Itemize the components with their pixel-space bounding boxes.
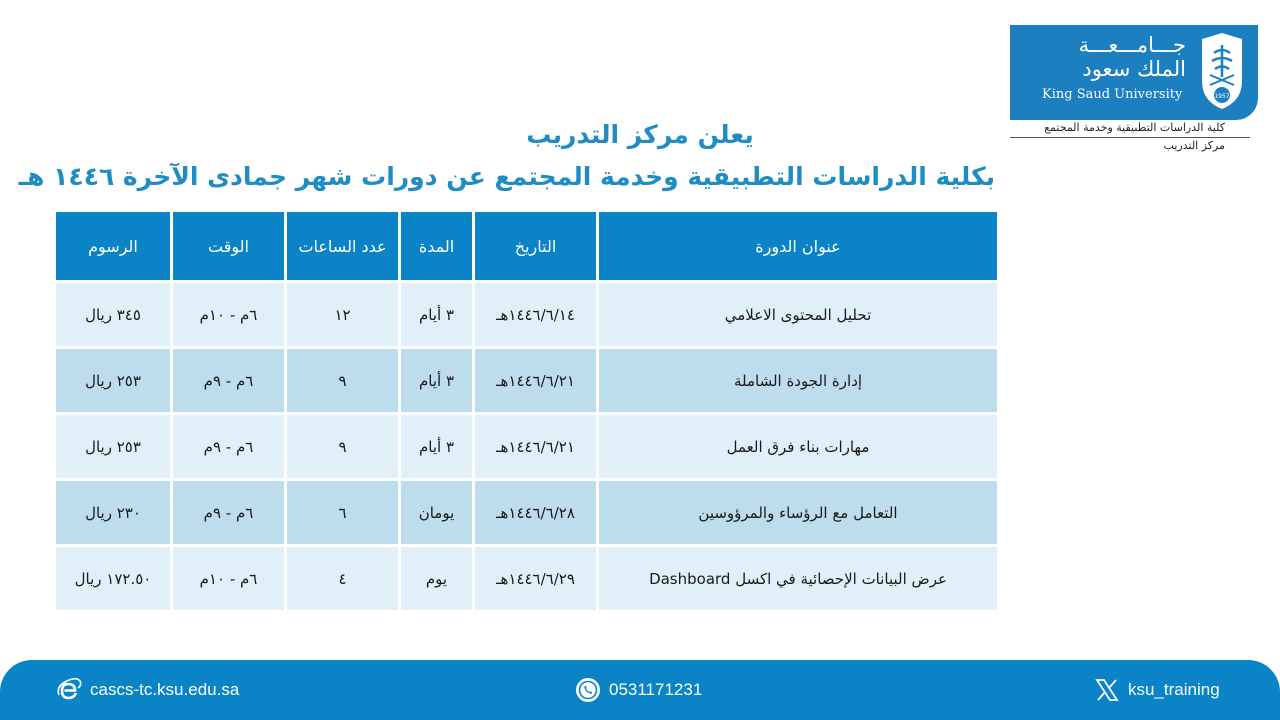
header-title: عنوان الدورة — [599, 212, 997, 280]
contact-footer — [0, 660, 1280, 720]
center-name: مركز التدريب — [1163, 139, 1225, 152]
ksu-emblem-icon — [1198, 31, 1246, 111]
page-subtitle: بكلية الدراسات التطبيقية وخدمة المجتمع عن دورات شهر جمادى الآخرة ١٤٤٦ هـ — [18, 162, 995, 191]
course-date: ١٤٤٦/٦/٢١هـ — [475, 349, 596, 412]
website-text: cascs-tc.ksu.edu.sa — [90, 680, 240, 699]
course-time: ٦م - ٩م — [173, 415, 284, 478]
page-title: يعلن مركز التدريب — [526, 120, 754, 149]
course-time: ٦م - ٩م — [173, 481, 284, 544]
course-time: ٦م - ٩م — [173, 349, 284, 412]
course-duration: يومان — [401, 481, 472, 544]
logo-divider — [1010, 137, 1250, 138]
browser-e-icon — [56, 677, 82, 703]
logo-arabic — [1026, 33, 1186, 81]
course-title: عرض البيانات الإحصائية في اكسل Dashboard — [599, 547, 997, 610]
whatsapp-icon — [575, 677, 601, 703]
table-row — [56, 415, 997, 478]
table-row — [56, 481, 997, 544]
college-name: كلية الدراسات التطبيقية وخدمة المجتمع — [1044, 121, 1225, 134]
course-time: ٦م - ١٠م — [173, 283, 284, 346]
table-row — [56, 283, 997, 346]
course-title: إدارة الجودة الشاملة — [599, 349, 997, 412]
course-title: مهارات بناء فرق العمل — [599, 415, 997, 478]
ksu-logo — [1010, 25, 1258, 120]
phone-text: 0531171231 — [609, 680, 703, 699]
course-date: ١٤٤٦/٦/١٤هـ — [475, 283, 596, 346]
header-time: الوقت — [173, 212, 284, 280]
course-fees: ٢٥٣ ريال — [56, 415, 170, 478]
header-date: التاريخ — [475, 212, 596, 280]
course-title: تحليل المحتوى الاعلامي — [599, 283, 997, 346]
course-date: ١٤٤٦/٦/٢١هـ — [475, 415, 596, 478]
logo-arabic-line2: الملك سعود — [1082, 57, 1186, 81]
course-fees: ٣٤٥ ريال — [56, 283, 170, 346]
x-account-link[interactable] — [1094, 660, 1220, 720]
table-header-row — [56, 212, 997, 280]
logo-english: King Saud University — [1042, 87, 1183, 102]
course-date: ١٤٤٦/٦/٢٩هـ — [475, 547, 596, 610]
x-logo-icon — [1094, 677, 1120, 703]
table-row — [56, 547, 997, 610]
course-duration: ٣ أيام — [401, 283, 472, 346]
phone-link[interactable] — [575, 660, 702, 720]
course-fees: ١٧٢.٥٠ ريال — [56, 547, 170, 610]
course-hours: ٦ — [287, 481, 398, 544]
emblem-year: 1957 — [1214, 93, 1230, 100]
header-fees: الرسوم — [56, 212, 170, 280]
course-duration: ٣ أيام — [401, 415, 472, 478]
website-link[interactable] — [56, 660, 239, 720]
course-hours: ١٢ — [287, 283, 398, 346]
logo-arabic-line1: جـــامـــعـــة — [1078, 33, 1186, 57]
course-duration: يوم — [401, 547, 472, 610]
course-duration: ٣ أيام — [401, 349, 472, 412]
course-title: التعامل مع الرؤساء والمرؤوسين — [599, 481, 997, 544]
course-fees: ٢٣٠ ريال — [56, 481, 170, 544]
header-duration: المدة — [401, 212, 472, 280]
course-hours: ٤ — [287, 547, 398, 610]
table-row — [56, 349, 997, 412]
courses-table — [53, 209, 1000, 613]
course-fees: ٢٥٣ ريال — [56, 349, 170, 412]
course-time: ٦م - ١٠م — [173, 547, 284, 610]
course-date: ١٤٤٦/٦/٢٨هـ — [475, 481, 596, 544]
course-hours: ٩ — [287, 415, 398, 478]
header-hours: عدد الساعات — [287, 212, 398, 280]
x-handle-text: ksu_training — [1128, 680, 1220, 699]
course-hours: ٩ — [287, 349, 398, 412]
